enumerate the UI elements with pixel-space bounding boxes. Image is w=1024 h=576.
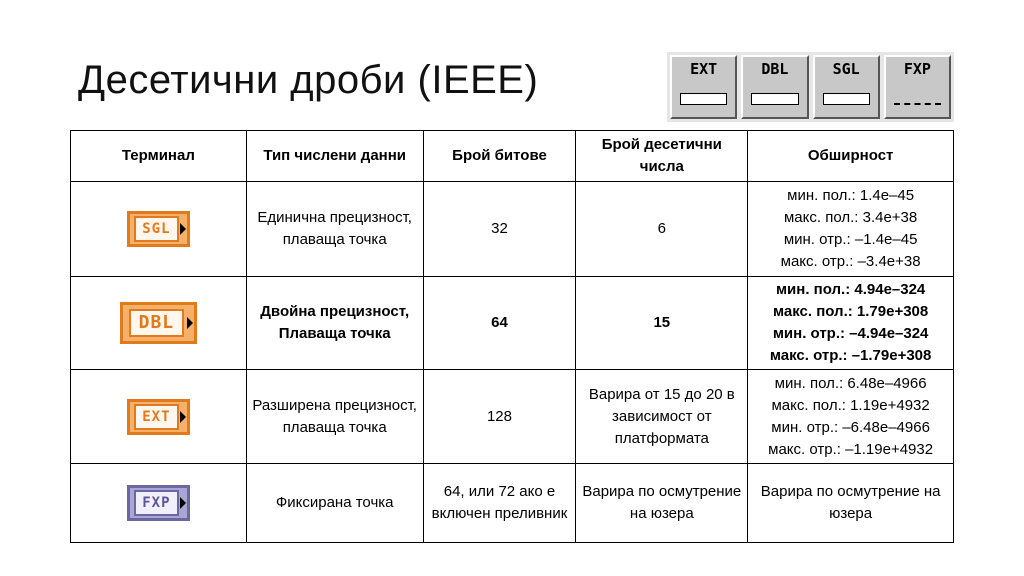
- bits-cell: 128: [423, 370, 576, 464]
- digits-cell: Варира по осмутрение на юзера: [576, 464, 748, 543]
- bits-cell: 64: [423, 277, 576, 370]
- arrow-icon: [180, 411, 186, 423]
- table-header-row: [71, 131, 954, 182]
- range-line: макс. пол.: 1.79e+308: [772, 303, 929, 320]
- type-cell: Фиксирана точка: [246, 464, 423, 543]
- bits-cell: 32: [423, 182, 576, 277]
- bits-cell: 64, или 72 ако е включен преливник: [423, 464, 576, 543]
- sgl-terminal-icon: [127, 211, 189, 247]
- control-field-icon: [680, 93, 727, 105]
- dbl-control-icon[interactable]: [741, 55, 808, 119]
- terminal-cell: [71, 370, 247, 464]
- range-line: мин. отр.: –1.4e–45: [783, 231, 918, 248]
- digits-cell: Варира от 15 до 20 в зависимост от платформата: [576, 370, 748, 464]
- range-cell: [748, 370, 954, 464]
- palette-label: FXP: [903, 60, 931, 78]
- type-cell: Двойна прецизност, Плаваща точка: [246, 277, 423, 370]
- table-row: [71, 370, 954, 464]
- range-line: мин. пол.: 1.4e–45: [787, 187, 915, 204]
- header-type: Тип числени данни: [246, 131, 423, 182]
- ext-control-icon[interactable]: [670, 55, 737, 119]
- range-line: макс. отр.: –1.19e+4932: [768, 440, 934, 458]
- range-line: макс. пол.: 1.19e+4932: [771, 396, 930, 414]
- type-cell: Разширена прецизност, плаваща точка: [246, 370, 423, 464]
- ext-terminal-icon: [127, 399, 189, 435]
- range-line: мин. пол.: 6.48e–4966: [774, 374, 927, 392]
- range-cell: [748, 277, 954, 370]
- palette-label: EXT: [690, 60, 718, 78]
- fxp-terminal-icon: [127, 485, 189, 521]
- terminal-label: FXP: [134, 490, 178, 516]
- header-bits: Брой битове: [423, 131, 576, 182]
- range-line: мин. отр.: –6.48e–4966: [771, 418, 930, 436]
- header-digits: Брой десетични числа: [576, 131, 748, 182]
- numeric-control-palette: [667, 52, 954, 122]
- header-terminal: Терминал: [71, 131, 247, 182]
- range-cell: [748, 182, 954, 277]
- table-row: [71, 182, 954, 277]
- fxp-control-icon[interactable]: [884, 55, 951, 119]
- arrow-icon: [187, 317, 193, 329]
- terminal-cell: [71, 464, 247, 543]
- arrow-icon: [180, 223, 186, 235]
- table-row: [71, 277, 954, 370]
- terminal-cell: [71, 182, 247, 277]
- terminal-label: SGL: [134, 216, 178, 242]
- control-field-icon: [894, 99, 941, 105]
- terminal-label: EXT: [134, 404, 178, 430]
- range-line: макс. отр.: –3.4e+38: [780, 253, 921, 270]
- range-line: макс. пол.: 3.4e+38: [783, 209, 918, 226]
- dbl-terminal-icon: [120, 302, 198, 344]
- range-cell: [748, 464, 954, 543]
- float-types-table: [70, 130, 954, 543]
- range-line: мин. отр.: –4.94e–324: [772, 325, 929, 342]
- digits-cell: 15: [576, 277, 748, 370]
- range-line: Варира по осмутрение на юзера: [760, 483, 941, 522]
- terminal-label: DBL: [129, 309, 185, 337]
- arrow-icon: [180, 497, 186, 509]
- type-cell: Единична прецизност, плаваща точка: [246, 182, 423, 277]
- control-field-icon: [751, 93, 798, 105]
- header-range: Обширност: [748, 131, 954, 182]
- digits-cell: 6: [576, 182, 748, 277]
- terminal-cell: [71, 277, 247, 370]
- range-line: макс. отр.: –1.79e+308: [769, 347, 932, 364]
- palette-label: DBL: [761, 60, 789, 78]
- sgl-control-icon[interactable]: [813, 55, 880, 119]
- range-line: мин. пол.: 4.94e–324: [775, 281, 926, 298]
- control-field-icon: [823, 93, 870, 105]
- table-row: [71, 464, 954, 543]
- page-title: Десетични дроби (IEEE): [78, 58, 539, 102]
- palette-label: SGL: [832, 60, 860, 78]
